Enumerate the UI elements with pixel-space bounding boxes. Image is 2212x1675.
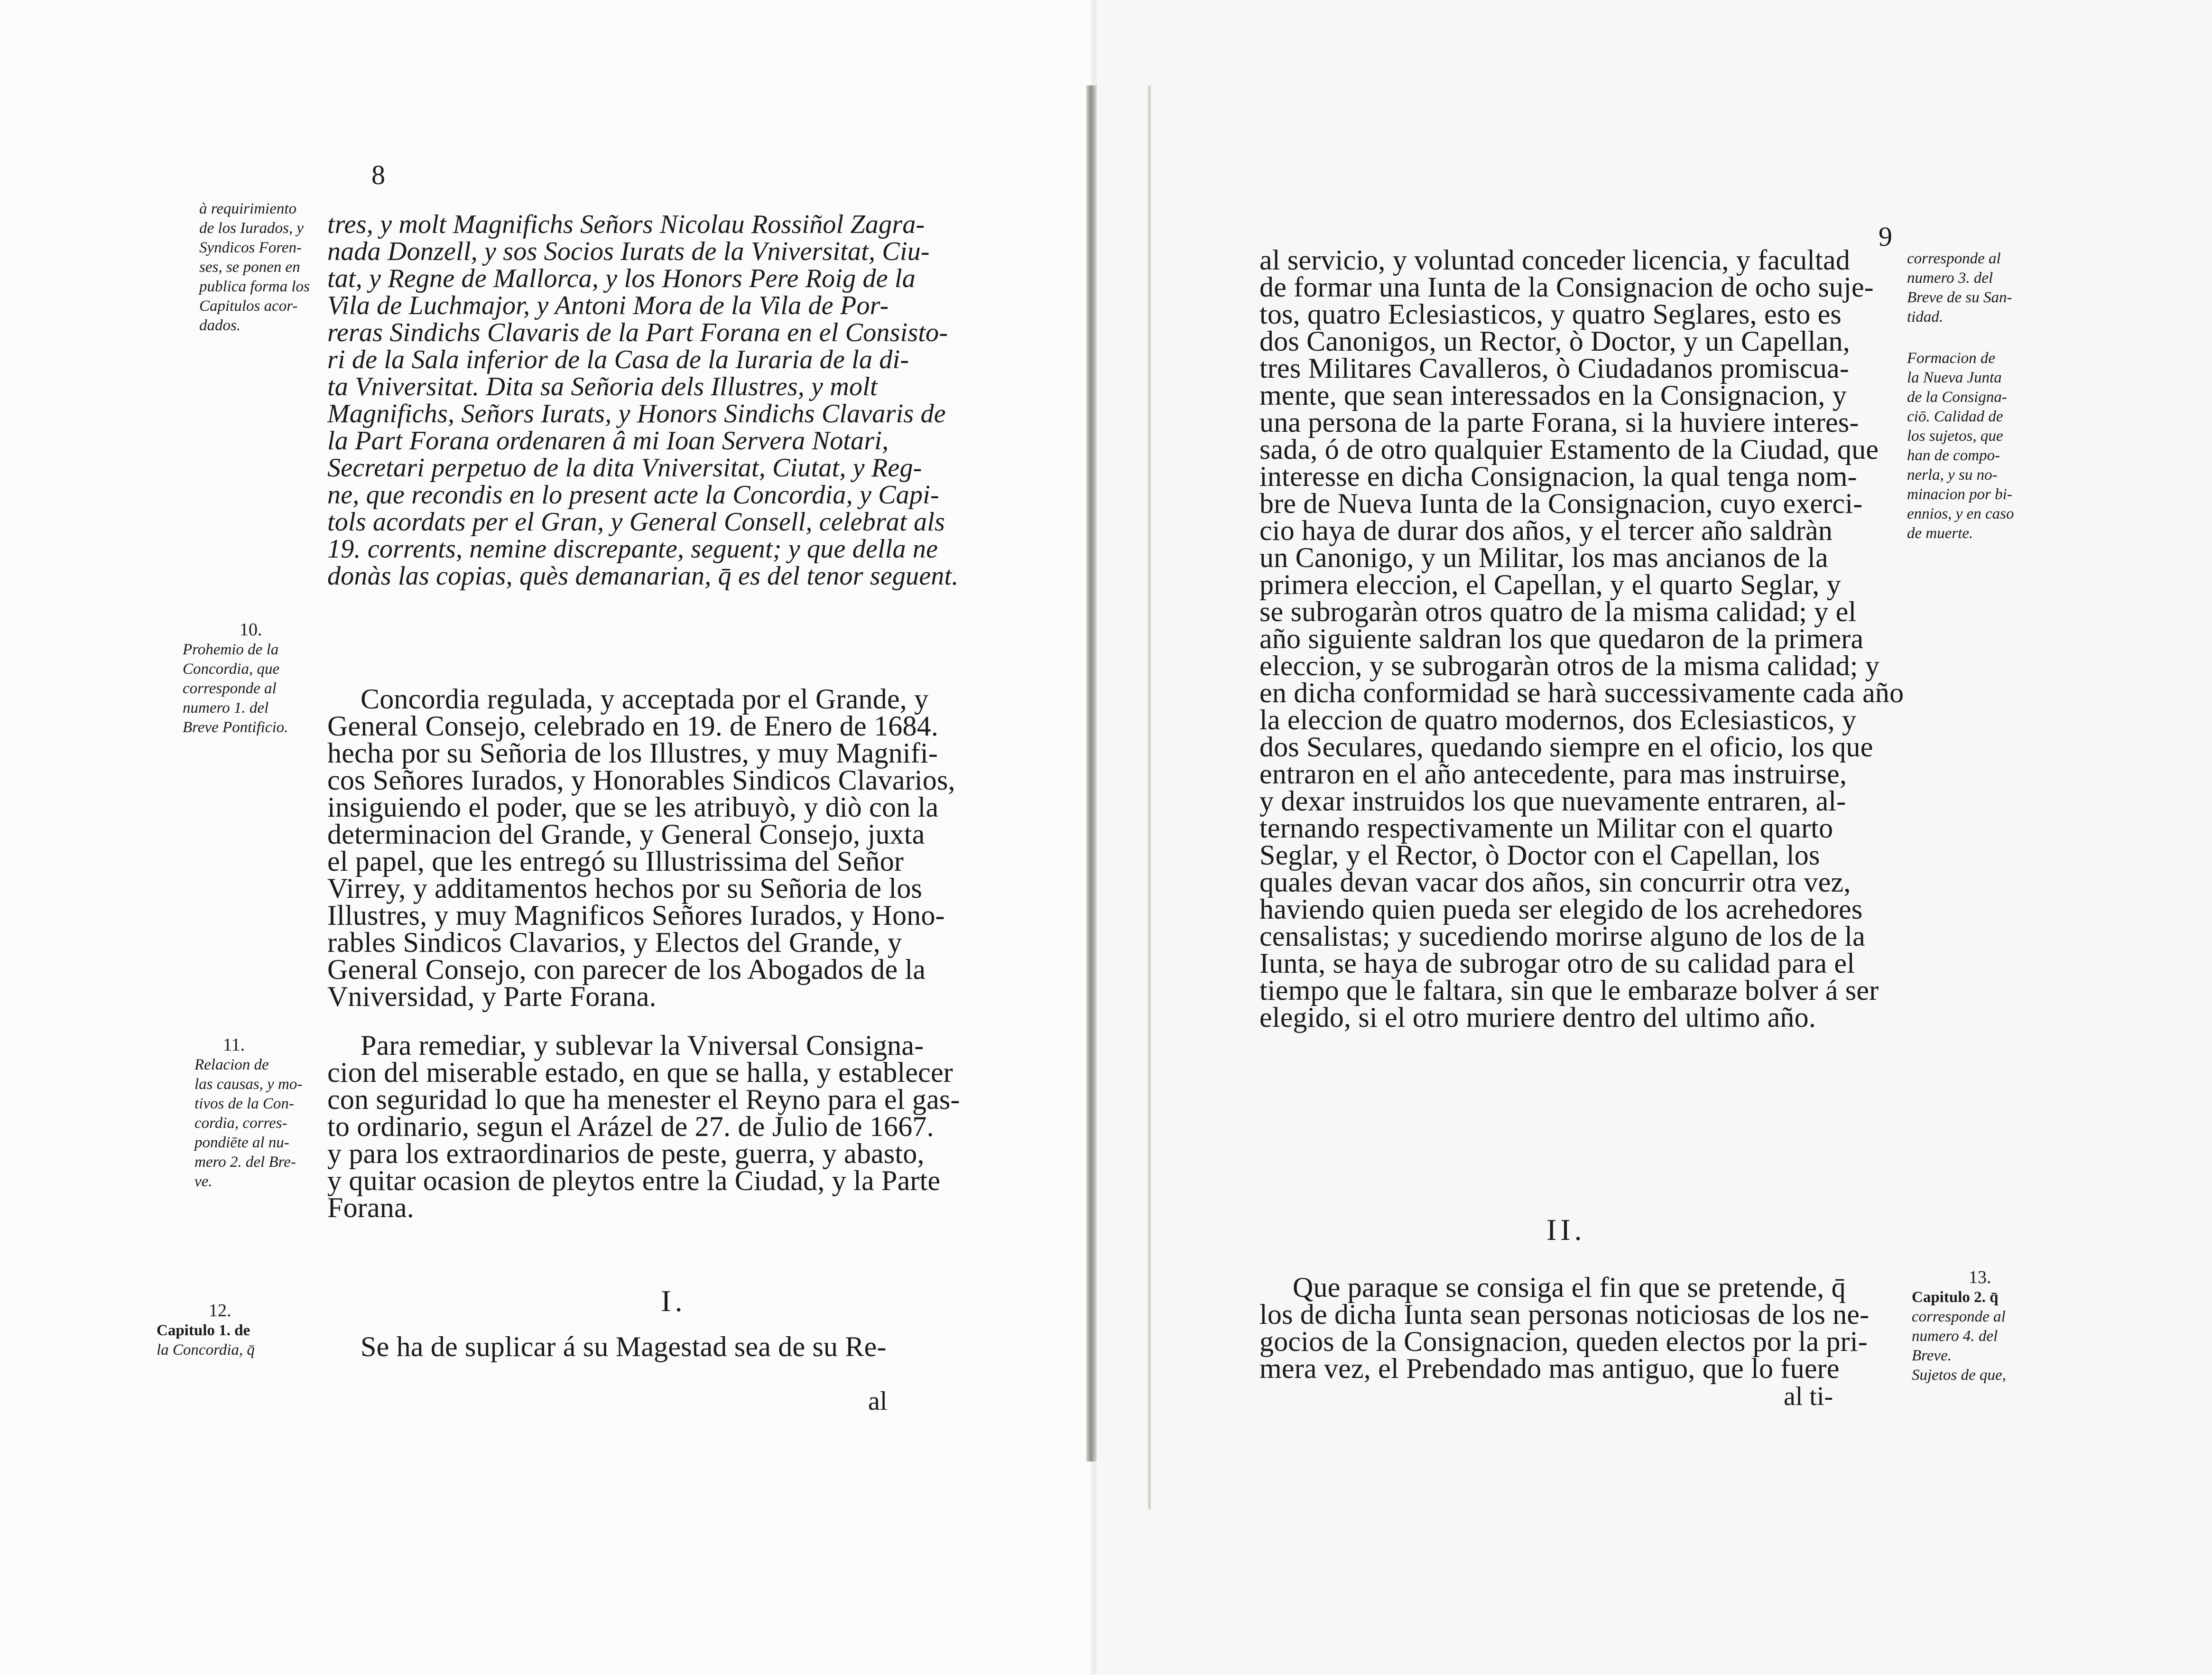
margin-note-line: corresponde al bbox=[183, 680, 277, 697]
margin-note-line: dados. bbox=[199, 317, 241, 334]
text-line: cio haya de durar dos años, y el tercer año saldràn bbox=[1259, 515, 1833, 546]
margin-note-line: numero 3. del bbox=[1907, 270, 1993, 287]
text-line: hecha por su Señoria de los Illustres, y muy Magnifi- bbox=[327, 737, 938, 769]
text-line: Que paraque se consiga el fin que se pretende, q̄ bbox=[1293, 1272, 1846, 1303]
margin-note-line: numero 4. del bbox=[1912, 1328, 1998, 1345]
text-line: la eleccion de quatro modernos, dos Eclesiasticos, y bbox=[1259, 704, 1857, 735]
text-line: Magnifichs, Señors Iurats, y Honors Sindichs Clavaris de bbox=[327, 399, 946, 428]
text-line: reras Sindichs Clavaris de la Part Forana en el Consisto- bbox=[327, 318, 948, 347]
margin-note-line: Breve. bbox=[1912, 1347, 1952, 1364]
margin-note-line: tidad. bbox=[1907, 308, 1944, 326]
text-line: censalistas; y sucediendo morirse alguno de los de la bbox=[1259, 921, 1865, 952]
margin-note-line: tivos de la Con- bbox=[194, 1095, 294, 1112]
margin-note-number: 12. bbox=[209, 1301, 231, 1321]
catchword-right: al ti- bbox=[1784, 1382, 1833, 1411]
text-line: y quitar ocasion de pleytos entre la Ciudad, y la Parte bbox=[327, 1165, 941, 1196]
text-line: al servicio, y voluntad conceder licencia, y facultad bbox=[1259, 244, 1851, 276]
text-line: mente, que sean interessados en la Consignacion, y bbox=[1259, 380, 1847, 411]
text-line: la Part Forana ordenaren â mi Ioan Servera Notari, bbox=[327, 426, 889, 456]
text-line: Seglar, y el Rector, ò Doctor con el Capellan, los bbox=[1259, 839, 1820, 871]
text-line: eleccion, y se subrogaràn otros de la misma calidad; y bbox=[1259, 650, 1880, 681]
text-line: con seguridad lo que ha menester el Reyno para el gas- bbox=[327, 1084, 960, 1115]
text-line: y para los extraordinarios de peste, guerra, y abasto, bbox=[327, 1138, 925, 1169]
section-heading-II: II. bbox=[1546, 1213, 1586, 1247]
text-line: to ordinario, segun el Arázel de 27. de Julio de 1667. bbox=[327, 1111, 934, 1142]
catchword-left: al bbox=[868, 1387, 888, 1416]
margin-note-line: de muerte. bbox=[1907, 525, 1973, 542]
margin-note-line: de los Iurados, y bbox=[199, 220, 304, 237]
text-line: tiempo que le faltara, sin que le embaraze bolver á ser bbox=[1259, 975, 1879, 1006]
text-line: una persona de la parte Forana, si la huviere interes- bbox=[1259, 407, 1859, 438]
margin-note-line: la Nueva Junta bbox=[1907, 369, 2002, 386]
page-fold bbox=[1148, 85, 1151, 1509]
margin-note-line: Breve de su San- bbox=[1907, 289, 2012, 306]
concordia-text-block bbox=[327, 683, 1020, 1012]
margin-note-line: nerla, y su no- bbox=[1907, 466, 1998, 484]
remedy-paragraph bbox=[327, 1032, 1020, 1221]
text-line: interesse en dicha Consignacion, la qual tenga nom- bbox=[1259, 461, 1857, 492]
text-line: insiguiendo el poder, que se les atribuyò, y diò con la bbox=[327, 791, 939, 823]
text-line: Se ha de suplicar á su Magestad sea de su Re- bbox=[361, 1331, 887, 1362]
left-page bbox=[0, 0, 1091, 1675]
margin-note-line: ve. bbox=[194, 1173, 213, 1190]
margin-note-line: Sujetos de que, bbox=[1912, 1367, 2006, 1384]
text-line: sada, ó de otro qualquier Estamento de la Ciudad, que bbox=[1259, 434, 1879, 465]
right-margin-note-2 bbox=[1907, 349, 2064, 543]
margin-note-line: Capitulo 1. de bbox=[157, 1322, 250, 1339]
margin-note-number: 13. bbox=[1969, 1267, 1991, 1287]
text-line: Secretari perpetuo de la dita Vniversitat, Ciutat, y Reg- bbox=[327, 453, 922, 483]
margin-note-2 bbox=[183, 619, 344, 737]
text-line: Illustres, y muy Magnificos Señores Iurados, y Hono- bbox=[327, 900, 945, 931]
right-body-text bbox=[1259, 244, 1904, 1033]
text-line: ternando respectivamente un Militar con el quarto bbox=[1259, 812, 1833, 844]
text-line: ne, que recondis en lo present acte la Concordia, y Capi- bbox=[327, 480, 939, 510]
margin-note-line: Concordia, que bbox=[183, 661, 280, 678]
margin-note-line: mero 2. del Bre- bbox=[194, 1154, 296, 1171]
text-line: gocios de la Consignacion, queden electos por la pri- bbox=[1259, 1326, 1868, 1357]
text-line: se subrogaràn otros quatro de la misma calidad; y el bbox=[1259, 596, 1857, 627]
book-gutter bbox=[1086, 85, 1097, 1461]
margin-note-line: cordia, corres- bbox=[194, 1115, 287, 1132]
text-line: cion del miserable estado, en que se halla, y establecer bbox=[327, 1057, 953, 1088]
text-line: Iunta, se haya de subrogar otro de su calidad para el bbox=[1259, 948, 1855, 979]
margin-note-line: minacion por bi- bbox=[1907, 486, 2012, 503]
section-I-text bbox=[327, 1333, 1020, 1360]
text-line: General Consejo, con parecer de los Abogados de la bbox=[327, 954, 926, 985]
text-line: cos Señores Iurados, y Honorables Sindicos Clavarios, bbox=[327, 764, 955, 796]
text-line: donàs las copias, quès demanarian, q̄ es del tenor seguent. bbox=[327, 561, 959, 591]
margin-note-line: Capitulo 2. q̄ bbox=[1912, 1289, 1999, 1306]
text-line: mera vez, el Prebendado mas antiguo, que lo fuere bbox=[1259, 1353, 1840, 1384]
margin-note-line: Relacion de bbox=[194, 1056, 269, 1073]
text-line: el papel, que les entregó su Illustrissima del Señor bbox=[327, 846, 904, 877]
text-line: los de dicha Iunta sean personas noticiosas de los ne- bbox=[1259, 1299, 1870, 1330]
margin-note-line: numero 1. del bbox=[183, 699, 269, 717]
text-line: General Consejo, celebrado en 19. de Enero de 1684. bbox=[327, 710, 939, 742]
section-II-text bbox=[1259, 1274, 1876, 1382]
text-line: primera eleccion, el Capellan, y el quarto Seglar, y bbox=[1259, 569, 1841, 600]
margin-note-4 bbox=[157, 1300, 337, 1360]
text-line: año siguiente saldran los que quedaron de la primera bbox=[1259, 623, 1864, 654]
margin-note-line: publica forma los bbox=[199, 278, 310, 295]
page-number-left: 8 bbox=[371, 159, 385, 190]
text-line: Virrey, y additamentos hechos por su Señoria de los bbox=[327, 873, 923, 904]
margin-note-line: ciō. Calidad de bbox=[1907, 408, 2003, 425]
text-line: Vila de Luchmajor, y Antoni Mora de la Vila de Por- bbox=[327, 291, 889, 320]
margin-note-number: 11. bbox=[223, 1035, 245, 1055]
margin-note-line: corresponde al bbox=[1907, 250, 2001, 267]
margin-note-line: ennios, y en caso bbox=[1907, 505, 2014, 522]
margin-note-line: corresponde al bbox=[1912, 1308, 2006, 1325]
margin-note-line: las causas, y mo- bbox=[194, 1076, 303, 1093]
right-margin-note-3 bbox=[1912, 1267, 2068, 1385]
text-line: y dexar instruidos los que nuevamente entraren, al- bbox=[1259, 785, 1846, 817]
italic-text-block bbox=[327, 211, 1020, 590]
text-line: quales devan vacar dos años, sin concurrir otra vez, bbox=[1259, 866, 1851, 898]
text-line: tos, quatro Eclesiasticos, y quatro Seglares, esto es bbox=[1259, 298, 1842, 330]
margin-note-line: han de compo- bbox=[1907, 447, 2000, 464]
margin-note-line: de la Consigna- bbox=[1907, 389, 2007, 406]
text-line: un Canonigo, y un Militar, los mas ancianos de la bbox=[1259, 542, 1828, 573]
text-line: ri de la Sala inferior de la Casa de la Iuraria de la di- bbox=[327, 345, 909, 374]
text-line: en dicha conformidad se harà successivamente cada año bbox=[1259, 677, 1904, 708]
margin-note-line: Prohemio de la bbox=[183, 641, 279, 658]
margin-note-line: los sujetos, que bbox=[1907, 428, 2003, 445]
margin-note-number: 10. bbox=[240, 620, 262, 640]
text-line: ta Vniversitat. Dita sa Señoria dels Illustres, y molt bbox=[327, 372, 878, 401]
page-number-right: 9 bbox=[1879, 221, 1892, 252]
margin-note-line: Capitulos acor- bbox=[199, 298, 298, 315]
text-line: nada Donzell, y sos Socios Iurats de la Vniversitat, Ciu- bbox=[327, 237, 930, 266]
margin-note-line: pondiēte al nu- bbox=[194, 1134, 289, 1151]
right-margin-note-1 bbox=[1907, 249, 2064, 327]
text-line: Vniversidad, y Parte Forana. bbox=[327, 981, 657, 1012]
text-line: dos Canonigos, un Rector, ò Doctor, y un Capellan, bbox=[1259, 326, 1851, 357]
text-line: haviendo quien pueda ser elegido de los acrehedores bbox=[1259, 893, 1863, 925]
text-line: Para remediar, y sublevar la Vniversal Consigna- bbox=[361, 1030, 924, 1061]
text-line: determinacion del Grande, y General Consejo, juxta bbox=[327, 819, 925, 850]
section-heading-I: I. bbox=[661, 1284, 686, 1318]
text-line: dos Seculares, quedando siempre en el oficio, los que bbox=[1259, 731, 1873, 763]
text-line: entraron en el año antecedente, para mas instruirse, bbox=[1259, 758, 1847, 790]
text-line: elegido, si el otro muriere dentro del ultimo año. bbox=[1259, 1002, 1816, 1033]
margin-note-line: Breve Pontificio. bbox=[183, 719, 288, 736]
text-line: 19. corrents, nemine discrepante, seguent; y que della ne bbox=[327, 534, 938, 564]
margin-note-line: ses, se ponen en bbox=[199, 259, 300, 276]
margin-note-line: à requirimiento bbox=[199, 200, 297, 217]
text-line: de formar una Iunta de la Consignacion de ocho suje- bbox=[1259, 271, 1874, 303]
text-line: tres, y molt Magnifichs Señors Nicolau Rossiñol Zagra- bbox=[327, 210, 925, 239]
margin-note-line: la Concordia, q̄ bbox=[157, 1341, 255, 1359]
text-line: rables Sindicos Clavarios, y Electos del Grande, y bbox=[327, 927, 902, 958]
text-line: tols acordats per el Gran, y General Consell, celebrat als bbox=[327, 507, 945, 537]
text-line: bre de Nueva Iunta de la Consignacion, cuyo exerci- bbox=[1259, 488, 1863, 519]
text-line: tres Militares Cavalleros, ò Ciudadanos promiscua- bbox=[1259, 353, 1850, 384]
text-line: tat, y Regne de Mallorca, y los Honors Pere Roig de la bbox=[327, 264, 916, 293]
margin-note-line: Formacion de bbox=[1907, 350, 1996, 367]
margin-note-line: Syndicos Foren- bbox=[199, 239, 302, 256]
text-line: Forana. bbox=[327, 1192, 415, 1223]
text-line: Concordia regulada, y acceptada por el Grande, y bbox=[361, 683, 929, 715]
